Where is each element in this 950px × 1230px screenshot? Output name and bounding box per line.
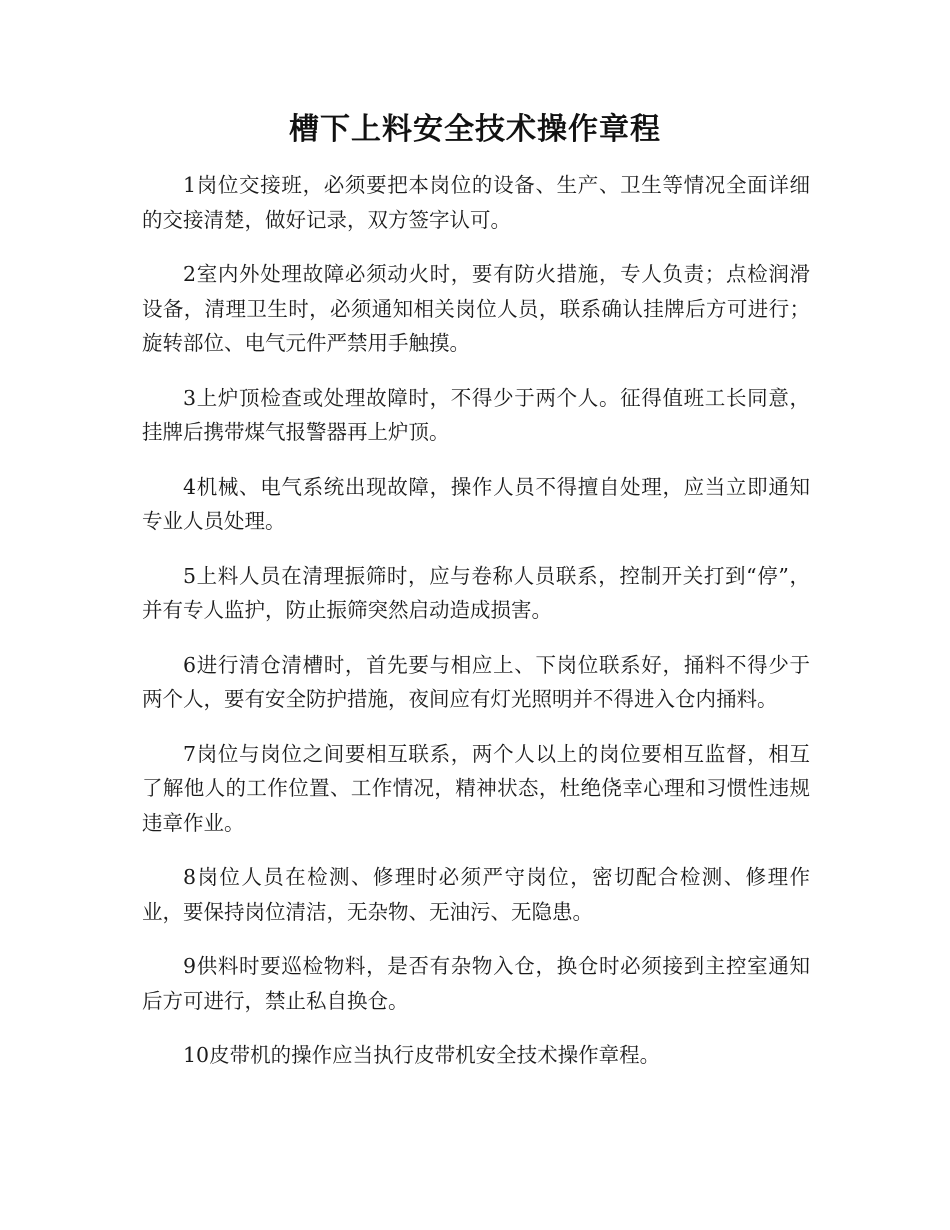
document-title: 槽下上料安全技术操作章程 bbox=[289, 112, 661, 147]
paragraph-5: 5上料人员在清理振筛时，应与卷称人员联系，控制开关打到“停”，并有专人监护，防止振筛突然启动造成损害。 bbox=[142, 563, 810, 622]
paragraph-3: 3上炉顶检查或处理故障时，不得少于两个人。征得值班工长同意，挂牌后携带煤气报警器再上炉顶。 bbox=[142, 385, 810, 444]
paragraph-1: 1岗位交接班，必须要把本岗位的设备、生产、卫生等情况全面详细的交接清楚，做好记录，双方签字认可。 bbox=[142, 173, 810, 232]
paragraph-4: 4机械、电气系统出现故障，操作人员不得擅自处理，应当立即通知专业人员处理。 bbox=[142, 474, 810, 533]
document-body bbox=[142, 168, 810, 1093]
paragraph-2: 2室内外处理故障必须动火时，要有防火措施，专人负责；点检润滑设备，清理卫生时，必须通知相关岗位人员，联系确认挂牌后方可进行；旋转部位、电气元件严禁用手触摸。 bbox=[142, 262, 810, 355]
paragraph-7: 7岗位与岗位之间要相互联系，两个人以上的岗位要相互监督，相互了解他人的工作位置、工作情况，精神状态，杜绝侥幸心理和习惯性违规违章作业。 bbox=[142, 741, 810, 835]
paragraph-9: 9供料时要巡检物料，是否有杂物入仓，换仓时必须接到主控室通知后方可进行，禁止私自换仓。 bbox=[142, 954, 810, 1013]
paragraph-6: 6进行清仓清槽时，首先要与相应上、下岗位联系好，捅料不得少于两个人，要有安全防护措施，夜间应有灯光照明并不得进入仓内捅料。 bbox=[142, 652, 810, 711]
paragraph-8: 8岗位人员在检测、修理时必须严守岗位，密切配合检测、修理作业，要保持岗位清洁，无杂物、无油污、无隐患。 bbox=[142, 865, 810, 924]
paragraph-10: 10皮带机的操作应当执行皮带机安全技术操作章程。 bbox=[183, 1043, 661, 1067]
